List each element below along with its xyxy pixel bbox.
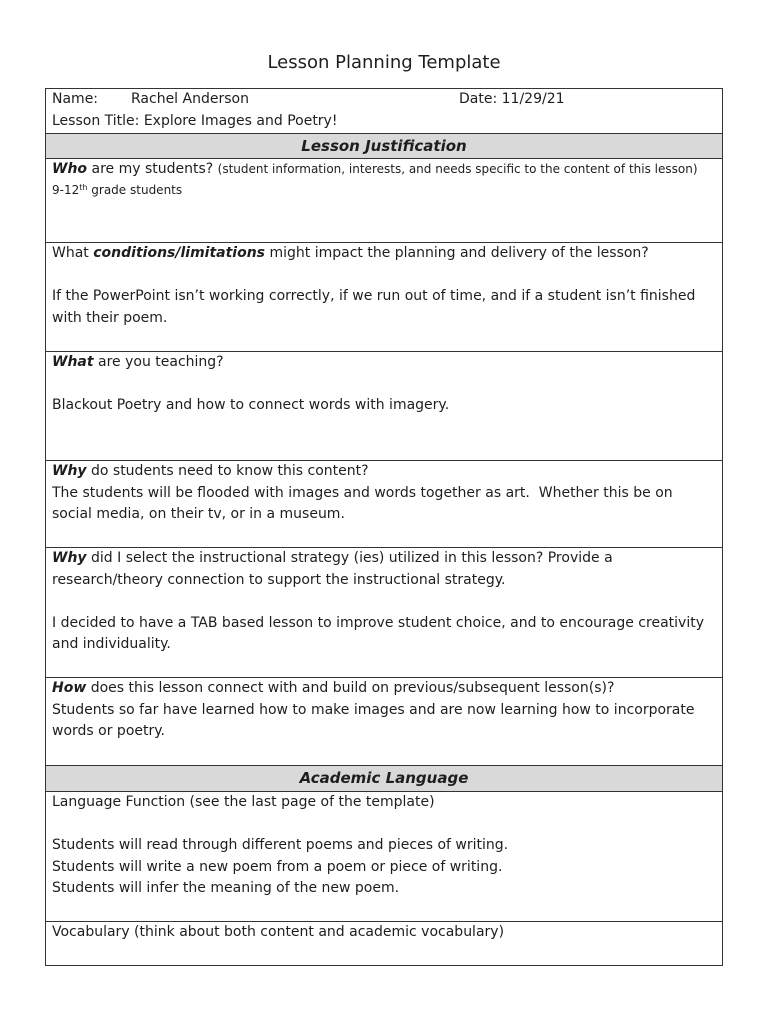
- how-row: [46, 678, 722, 766]
- why-strategy-question: did I select the instructional strategy (ies) utilized in this lesson? Provide a: [91, 550, 613, 566]
- conditions-keyword: conditions/limitations: [93, 245, 266, 261]
- what-prompt-line: [52, 352, 716, 374]
- date-label: Date:: [459, 91, 498, 107]
- vocabulary-row: [46, 922, 722, 965]
- spacer: [52, 591, 716, 613]
- what-answer: Blackout Poetry and how to connect words with imagery.: [52, 397, 450, 414]
- lesson-title-line: [52, 111, 716, 133]
- who-answer: [52, 181, 716, 201]
- name-value: Rachel Anderson: [131, 91, 249, 107]
- what-question: are you teaching?: [98, 354, 224, 370]
- language-function-row: [46, 792, 722, 922]
- how-answer-line: Students so far have learned how to make images and are now learning how to incorporate: [52, 701, 695, 718]
- language-function-item: Students will read through different poems and pieces of writing.: [52, 837, 509, 854]
- why-content-question: do students need to know this content?: [91, 463, 369, 479]
- why-strategy-keyword: Why: [52, 550, 87, 566]
- grade-label: grade students: [91, 182, 183, 197]
- why-strategy-row: [46, 548, 722, 678]
- grade-range: 9-12: [52, 182, 80, 197]
- why-content-keyword: Why: [52, 463, 87, 479]
- why-strategy-question-line: research/theory connection to support the instructional strategy.: [52, 571, 506, 588]
- document-title: Lesson Planning Template: [267, 52, 501, 73]
- why-content-row: [46, 461, 722, 548]
- who-question: are my students?: [91, 161, 214, 177]
- conditions-question: might impact the planning and delivery of the lesson?: [269, 245, 649, 261]
- why-content-answer-line: The students will be flooded with images and words together as art. Whether this be on: [52, 484, 673, 501]
- why-strategy-answer-line: I decided to have a TAB based lesson to improve student choice, and to encourage creativity: [52, 614, 704, 631]
- how-question: does this lesson connect with and build on previous/subsequent lesson(s)?: [90, 680, 615, 696]
- language-function-label: Language Function (see the last page of the template): [52, 794, 435, 810]
- who-prompt-line: [52, 159, 716, 181]
- why-strategy-prompt-line: [52, 548, 716, 570]
- conditions-lead: What: [52, 245, 89, 261]
- conditions-answer-line: If the PowerPoint isn’t working correctly, if we run out of time, and if a student isn’t finished: [52, 288, 696, 305]
- conditions-answer-line: with their poem.: [52, 309, 168, 326]
- name-label: Name:: [52, 91, 99, 107]
- why-content-prompt-line: [52, 461, 716, 483]
- lesson-plan-table: [45, 88, 723, 966]
- section-heading-academic-language: Academic Language: [46, 766, 722, 792]
- date-field: [459, 89, 565, 111]
- spacer: [52, 814, 716, 836]
- name-line: [52, 89, 716, 111]
- language-function-item: Students will infer the meaning of the new poem.: [52, 880, 400, 897]
- vocabulary-label: Vocabulary (think about both content and academic vocabulary): [52, 924, 505, 940]
- who-keyword: Who: [52, 161, 88, 177]
- how-answer-line: words or poetry.: [52, 723, 165, 740]
- who-row: [46, 159, 722, 243]
- section-heading-justification: Lesson Justification: [46, 134, 722, 159]
- why-strategy-answer-line: and individuality.: [52, 636, 171, 653]
- lesson-title-label: Lesson Title:: [52, 112, 140, 129]
- what-keyword: What: [52, 354, 94, 370]
- spacer: [52, 265, 716, 287]
- conditions-row: [46, 243, 722, 352]
- conditions-prompt-line: [52, 243, 716, 265]
- what-row: [46, 352, 722, 461]
- ordinal-suffix: th: [79, 182, 88, 192]
- header-row: [46, 89, 722, 134]
- date-value: 11/29/21: [501, 91, 565, 107]
- how-keyword: How: [52, 680, 87, 696]
- spacer: [52, 374, 716, 396]
- why-content-answer-line: social media, on their tv, or in a museum.: [52, 506, 345, 523]
- lesson-title-value: Explore Images and Poetry!: [143, 112, 338, 129]
- language-function-item: Students will write a new poem from a poem or piece of writing.: [52, 858, 503, 875]
- who-hint: (student information, interests, and needs specific to the content of this lesson): [217, 162, 698, 176]
- how-prompt-line: [52, 678, 716, 700]
